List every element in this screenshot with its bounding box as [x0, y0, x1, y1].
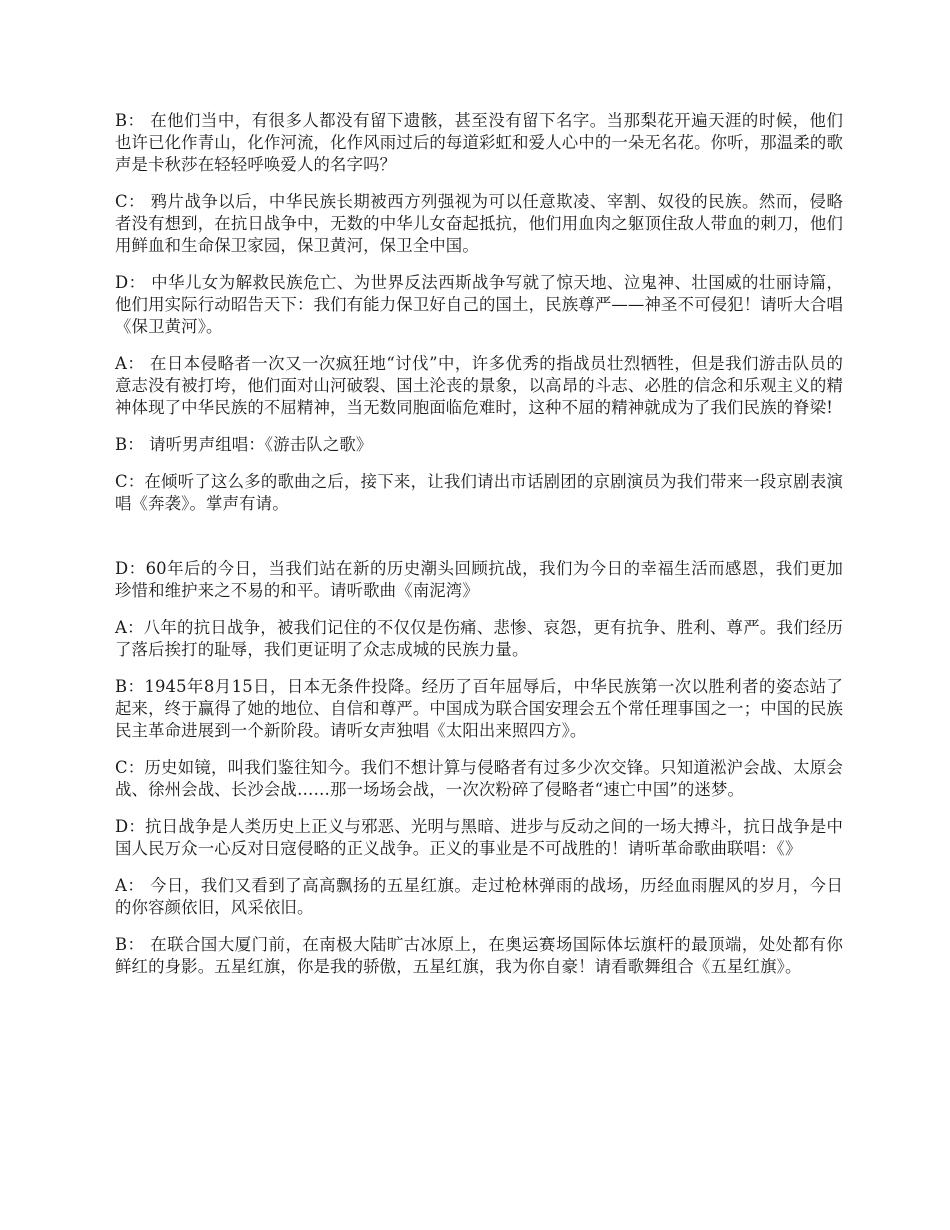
paragraph-d-nanniwan: D：60年后的今日，当我们站在新的历史潮头回顾抗战，我们为今日的幸福生活而感恩，我们更加珍惜和维护来之不易的和平。请听歌曲《南泥湾》	[115, 559, 843, 600]
paragraph-d-just-war: D：抗日战争是人类历史上正义与邪恶、光明与黑暗、进步与反动之间的一场大搏斗，抗日战争是中国人民万众一心反对日寇侵略的正义战争。正义的事业是不可战胜的！请听革命歌曲联唱：《》	[115, 817, 843, 858]
paragraph-d-defend-yellow-river: D： 中华儿女为解救民族危亡、为世界反法西斯战争写就了惊天地、泣鬼神、壮国威的壮丽诗篇，他们用实际行动昭告天下：我们有能力保卫好自己的国土，民族尊严——神圣不可侵犯！请听大合唱《保卫黄河》。	[115, 273, 843, 336]
paragraph-b-flag-pride: B： 在联合国大厦门前，在南极大陆旷古冰原上，在奥运赛场国际体坛旗杆的最顶端，处处都有你鲜红的身影。五星红旗，你是我的骄傲，五星红旗，我为你自豪！请看歌舞组合《五星红旗》。	[115, 935, 843, 976]
paragraph-c-history-mirror: C：历史如镜，叫我们鉴往知今。我们不想计算与侵略者有过多少次交锋。只知道淞沪会战、太原会战、徐州会战、长沙会战……那一场场会战，一次次粉碎了侵略者“速亡中国”的迷梦。	[115, 758, 843, 799]
section-gap	[115, 530, 843, 558]
paragraph-c-opium-war: C： 鸦片战争以后，中华民族长期被西方列强视为可以任意欺凌、宰割、奴役的民族。然而，侵略者没有想到，在抗日战争中，无数的中华儿女奋起抵抗，他们用血肉之躯顶住敌人带血的刺刀，他们用鲜血和生命保卫家园，保卫黄河，保卫全中国。	[115, 192, 843, 255]
paragraph-a-eight-years: A：八年的抗日战争，被我们记住的不仅仅是伤痛、悲惨、哀怨，更有抗争、胜利、尊严。我们经历了落后挨打的耻辱，我们更证明了众志成城的民族力量。	[115, 618, 843, 659]
document-body	[115, 110, 843, 993]
paragraph-b-nameless-heroes: B： 在他们当中，有很多人都没有留下遗骸，甚至没有留下名字。当那梨花开遍天涯的时候，他们也许已化作青山，化作河流，化作风雨过后的每道彩虹和爱人心中的一朵无名花。你听，那温柔的歌声是卡秋莎在轻轻呼唤爱人的名字吗？	[115, 111, 843, 174]
paragraph-a-guerrilla-spirit: A： 在日本侵略者一次又一次疯狂地“讨伐”中，许多优秀的指战员壮烈牺牲，但是我们游击队员的意志没有被打垮，他们面对山河破裂、国土沦丧的景象，以高昂的斗志、必胜的信念和乐观主义的精神体现了中华民族的不屈精神，当无数同胞面临危难时，这种不屈的精神就成为了我们民族的脊梁!	[115, 354, 843, 417]
paragraph-b-surrender: B：1945年8月15日，日本无条件投降。经历了百年屈辱后，中华民族第一次以胜利者的姿态站了起来，终于赢得了她的地位、自信和尊严。中国成为联合国安理会五个常任理事国之一；中国的民族民主革命进展到一个新阶段。请听女声独唱《太阳出来照四方》。	[115, 677, 843, 740]
paragraph-c-peking-opera: C：在倾听了这么多的歌曲之后，接下来，让我们请出市话剧团的京剧演员为我们带来一段京剧表演唱《奔袭》。掌声有请。	[115, 472, 843, 513]
paragraph-a-five-star-flag: A： 今日，我们又看到了高高飘扬的五星红旗。走过枪林弹雨的战场，历经血雨腥风的岁月，今日的你容颜依旧，风采依旧。	[115, 876, 843, 917]
paragraph-b-guerrilla-song: B： 请听男声组唱：《游击队之歌》	[115, 435, 373, 454]
